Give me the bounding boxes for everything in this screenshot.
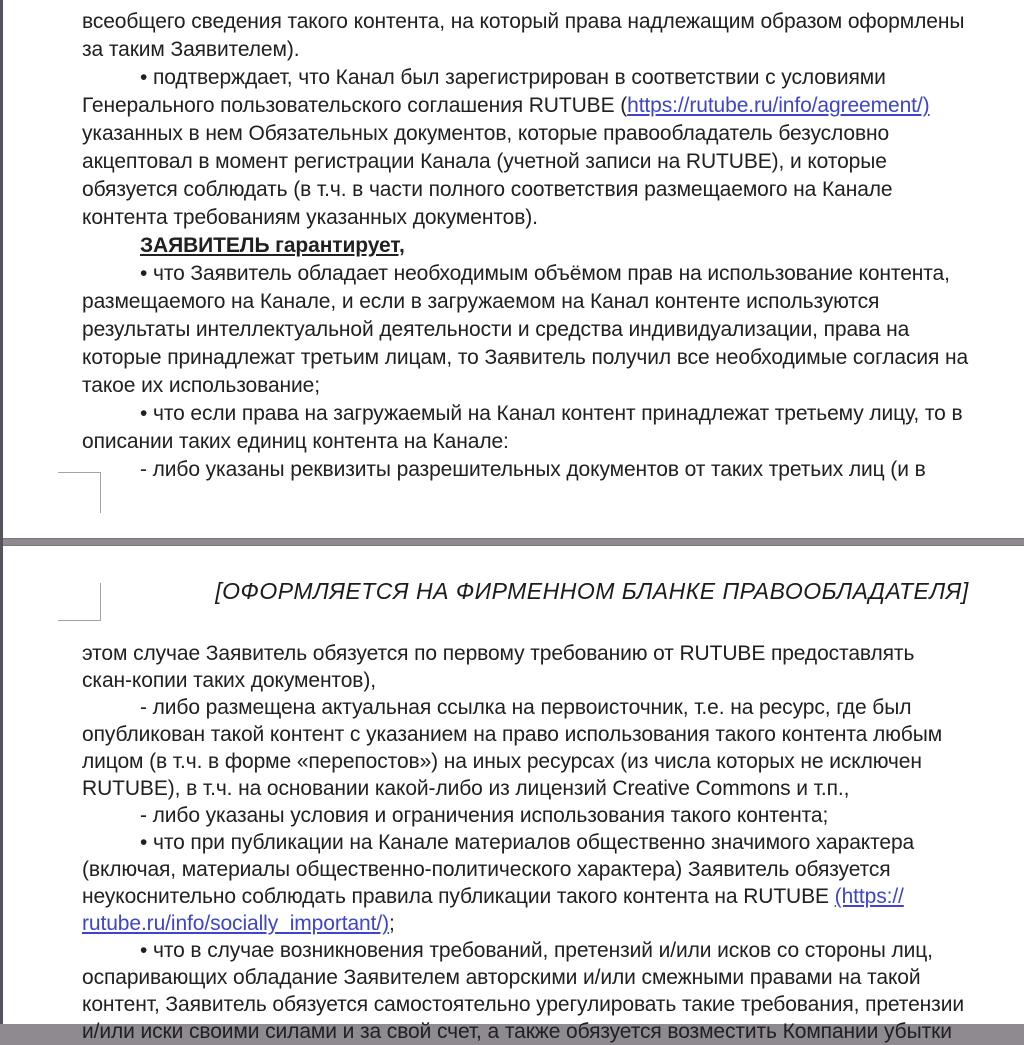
text-line — [82, 1018, 1024, 1045]
text-segment: результаты интеллектуальной деятельности и средства индивидуализации, права на — [82, 318, 910, 341]
text-line — [82, 260, 1024, 288]
text-line — [82, 991, 1024, 1018]
text-line — [82, 964, 1024, 991]
page-2-title-row — [82, 577, 1024, 605]
text-segment: (включая, материалы общественно-политического характера) Заявитель обязуется — [82, 858, 891, 881]
text-line — [82, 829, 1024, 856]
page-1-text — [82, 8, 1024, 484]
text-line — [82, 667, 1024, 694]
text-boundary-crop-mark-page2 — [58, 583, 101, 621]
text-segment: акцептовал в момент регистрации Канала (учетной записи на RUTUBE), и которые — [82, 150, 887, 173]
text-line — [82, 400, 1024, 428]
text-segment: неукоснительно соблюдать правила публикации такого контента на RUTUBE — [82, 885, 835, 908]
text-segment: которые принадлежат третьим лицам, то Заявитель получил все необходимые согласия на — [82, 346, 969, 369]
text-segment: лицом (в т.ч. в форме «перепостов») на иных ресурсах (из числа которых не исключен — [82, 750, 922, 773]
text-line — [82, 883, 1024, 910]
viewer-left-edge — [0, 0, 3, 1024]
text-segment: • подтверждает, что Канал был зарегистрирован в соответствии с условиями — [140, 66, 886, 89]
text-line — [82, 120, 1024, 148]
text-segment: размещаемого на Канале, и если в загружаемом на Канал контенте используются — [82, 290, 880, 313]
text-line — [82, 748, 1024, 775]
text-line — [82, 344, 1024, 372]
text-segment: описании таких единиц контента на Канале: — [82, 430, 509, 453]
text-segment: скан-копии таких документов), — [82, 669, 376, 692]
text-segment: - либо размещена актуальная ссылка на первоисточник, т.е. на ресурс, где был — [140, 696, 912, 719]
text-line — [82, 910, 1024, 937]
text-line — [82, 8, 1024, 36]
text-line — [82, 316, 1024, 344]
text-line — [82, 802, 1024, 829]
text-segment: обязуется соблюдать (в т.ч. в части полного соответствия размещаемого на Канале — [82, 178, 893, 201]
text-segment: такое их использование; — [82, 374, 320, 397]
text-line — [82, 204, 1024, 232]
text-line — [82, 176, 1024, 204]
text-segment: контента требованиям указанных документов). — [82, 206, 538, 229]
document-page-2 — [3, 546, 1024, 1043]
document-page-1 — [3, 0, 1024, 538]
text-segment: оспаривающих обладание Заявителем авторскими и/или смежными правами на такой — [82, 966, 921, 989]
text-line — [82, 775, 1024, 802]
text-line — [82, 937, 1024, 964]
text-segment: за таким Заявителем). — [82, 38, 300, 61]
text-line — [82, 232, 1024, 260]
text-segment: RUTUBE), в т.ч. на основании какой-либо из лицензий Creative Commons и т.п., — [82, 777, 850, 800]
page-title: [ОФОРМЛЯЕТСЯ НА ФИРМЕННОМ БЛАНКЕ ПРАВООБЛАДАТЕЛЯ] — [215, 578, 969, 604]
text-line — [82, 640, 1024, 667]
text-line — [82, 694, 1024, 721]
text-line — [82, 36, 1024, 64]
text-segment: • что Заявитель обладает необходимым объёмом прав на использование контента, — [140, 262, 950, 285]
text-line — [82, 428, 1024, 456]
text-line — [82, 288, 1024, 316]
text-segment: • что если права на загружаемый на Канал контент принадлежат третьему лицу, то в — [140, 402, 963, 425]
text-segment: ; — [388, 912, 395, 935]
text-line — [82, 92, 1024, 120]
text-segment: - либо указаны условия и ограничения использования такого контента; — [140, 804, 829, 827]
text-segment: • что в случае возникновения требований, претензий и/или исков со стороны лиц, — [140, 939, 933, 962]
text-segment: этом случае Заявитель обязуется по первому требованию от RUTUBE предоставлять — [82, 642, 915, 665]
text-segment: опубликован такой контент с указанием на право использования такого контента любым — [82, 723, 943, 746]
text-segment: всеобщего сведения такого контента, на который права надлежащим образом оформлены — [82, 10, 965, 33]
text-segment: указанных в нем Обязательных документов, которые правообладатель безусловно — [82, 122, 890, 145]
text-segment: Генерального пользовательского соглашения RUTUBE ( — [82, 94, 628, 117]
text-segment: контент, Заявитель обязуется самостоятельно урегулировать такие требования, претензии — [82, 993, 964, 1016]
hyperlink[interactable]: https://rutube.ru/info/agreement/) — [627, 94, 930, 117]
page-2-text — [82, 640, 1024, 1045]
text-segment: • что при публикации на Канале материалов общественно значимого характера — [140, 831, 915, 854]
text-segment: и/или иски своими силами и за свой счет, а также обязуется возместить Компании убытки — [82, 1020, 952, 1043]
text-boundary-crop-mark-page1 — [58, 472, 101, 513]
hyperlink[interactable]: (https:// — [834, 885, 904, 908]
text-segment: ЗАЯВИТЕЛЬ гарантирует, — [140, 234, 405, 257]
text-line — [82, 64, 1024, 92]
text-line — [82, 456, 1024, 484]
text-line — [82, 856, 1024, 883]
text-segment: - либо указаны реквизиты разрешительных документов от таких третьих лиц (и в — [140, 458, 926, 481]
text-line — [82, 148, 1024, 176]
page-break-gap — [0, 538, 1024, 546]
text-line — [82, 721, 1024, 748]
hyperlink[interactable]: rutube.ru/info/socially_important/) — [82, 912, 389, 935]
text-line — [82, 372, 1024, 400]
